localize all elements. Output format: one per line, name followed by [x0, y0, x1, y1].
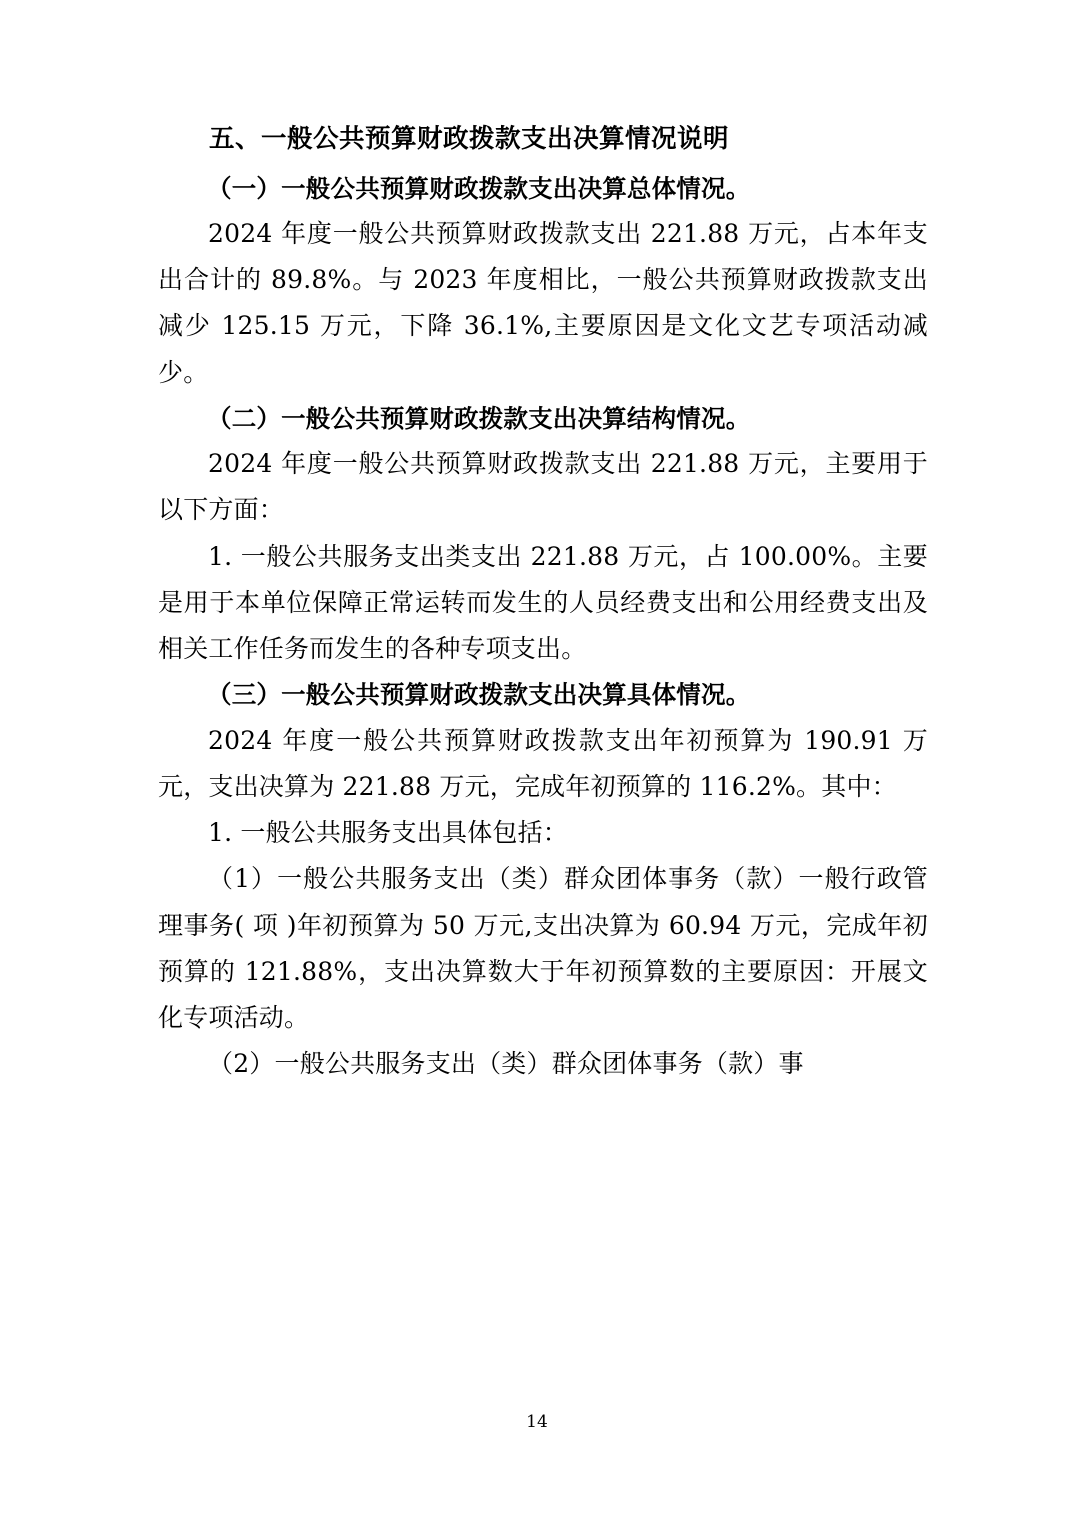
paragraph-10: （2）一般公共服务支出（类）群众团体事务（款）事	[208, 1049, 804, 1079]
paragraph-7: 2024 年度一般公共预算财政拨款支出年初预算为 190.91 万元，支出决算为 221.88 万元，完成年初预算的 116.2%。其中：	[158, 725, 928, 801]
paragraph-6: （三）一般公共预算财政拨款支出决算具体情况。	[207, 680, 751, 710]
page-number: 14	[526, 1412, 548, 1432]
paragraph-3: （二）一般公共预算财政拨款支出决算结构情况。	[207, 403, 751, 433]
page-title: 五、一般公共预算财政拨款支出决算情况说明	[209, 124, 730, 154]
paragraph-1: （一）一般公共预算财政拨款支出决算总体情况。	[207, 173, 751, 203]
paragraph-8: 1. 一般公共服务支出具体包括：	[208, 818, 569, 848]
paragraph-5: 1. 一般公共服务支出类支出 221.88 万元，占 100.00%。主要是用于本单位保障正常运转而发生的人员经费支出和公用经费支出及相关工作任务而发生的各种专项支出。	[158, 541, 928, 664]
document-body	[158, 120, 928, 1088]
paragraph-9: （1）一般公共服务支出（类）群众团体事务（款）一般行政管理事务( 项 )年初预算为 50 万元,支出决算为 60.94 万元，完成年初预算的 121.88%，支出决算数大于年初预算数的主要原因：开展文化专项活动。	[158, 864, 928, 1033]
paragraph-2: 2024 年度一般公共预算财政拨款支出 221.88 万元，占本年支出合计的 89.8%。与 2023 年度相比，一般公共预算财政拨款支出减少 125.15 万元，下降 36.1%,主要原因是文化文艺专项活动减少。	[158, 218, 928, 387]
paragraph-4: 2024 年度一般公共预算财政拨款支出 221.88 万元，主要用于以下方面：	[158, 449, 928, 525]
